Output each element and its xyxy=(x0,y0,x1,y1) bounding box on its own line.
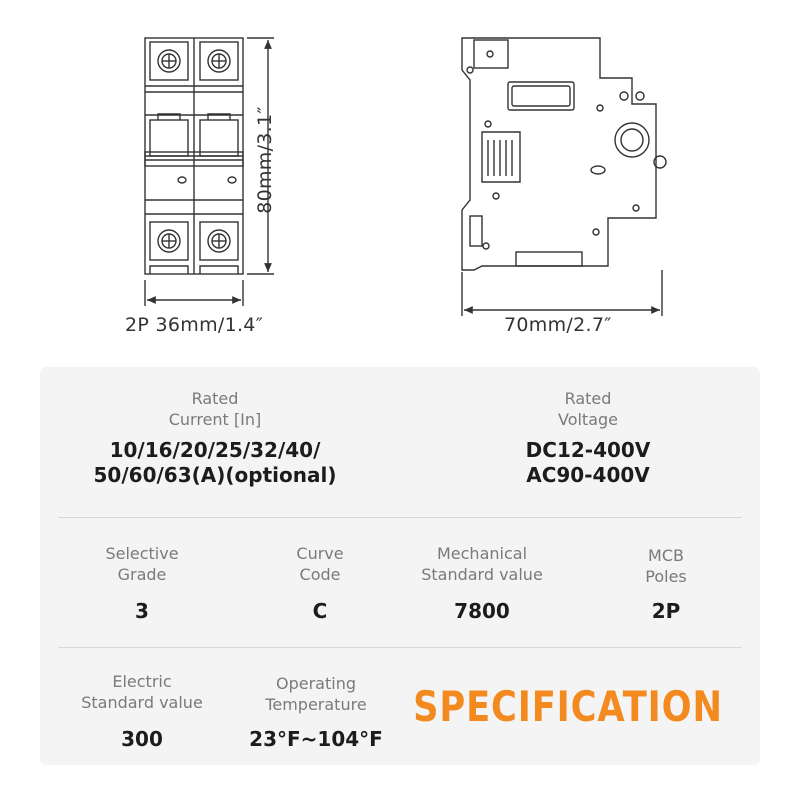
divider xyxy=(58,517,742,518)
specification-heading: SPECIFICATION xyxy=(413,681,723,731)
mechanical-label: Mechanical Standard value xyxy=(421,544,543,584)
front-view xyxy=(145,38,243,274)
electric-cell xyxy=(62,671,222,752)
poles-value: 2P xyxy=(651,599,681,623)
mechanical-cell xyxy=(402,543,562,624)
electric-label: Electric Standard value xyxy=(81,672,203,712)
rated-current-label: Rated Current [In] xyxy=(168,389,262,429)
divider xyxy=(58,647,742,648)
poles-label: MCB Poles xyxy=(645,546,687,586)
front-width-label: 2P 36mm/1.4″ xyxy=(125,314,264,336)
temperature-label: Operating Temperature xyxy=(265,674,367,714)
selective-grade-value: 3 xyxy=(135,599,149,623)
dimension-drawing xyxy=(0,0,800,360)
rated-voltage-label: Rated Voltage xyxy=(557,389,618,429)
electric-value: 300 xyxy=(121,727,163,751)
curve-code-cell xyxy=(250,543,390,624)
temperature-cell xyxy=(236,673,396,752)
mechanical-value: 7800 xyxy=(454,599,510,623)
poles-cell xyxy=(606,545,726,624)
selective-grade-label: Selective Grade xyxy=(105,544,179,584)
rated-current-value: 10/16/20/25/32/40/ 50/60/63(A)(optional) xyxy=(93,438,337,487)
breaker-line-drawing xyxy=(0,0,800,360)
selective-grade-cell xyxy=(62,543,222,624)
rated-current-cell xyxy=(90,388,340,488)
rated-voltage-cell xyxy=(488,388,688,488)
side-width-label: 70mm/2.7″ xyxy=(504,314,612,336)
curve-code-label: Curve Code xyxy=(296,544,344,584)
temperature-value: 23°F~104°F xyxy=(249,727,383,751)
side-view xyxy=(462,38,666,270)
rated-voltage-value: DC12-400V AC90-400V xyxy=(525,438,651,487)
curve-code-value: C xyxy=(312,599,328,623)
height-label: 80mm/3.1″ xyxy=(254,106,276,214)
